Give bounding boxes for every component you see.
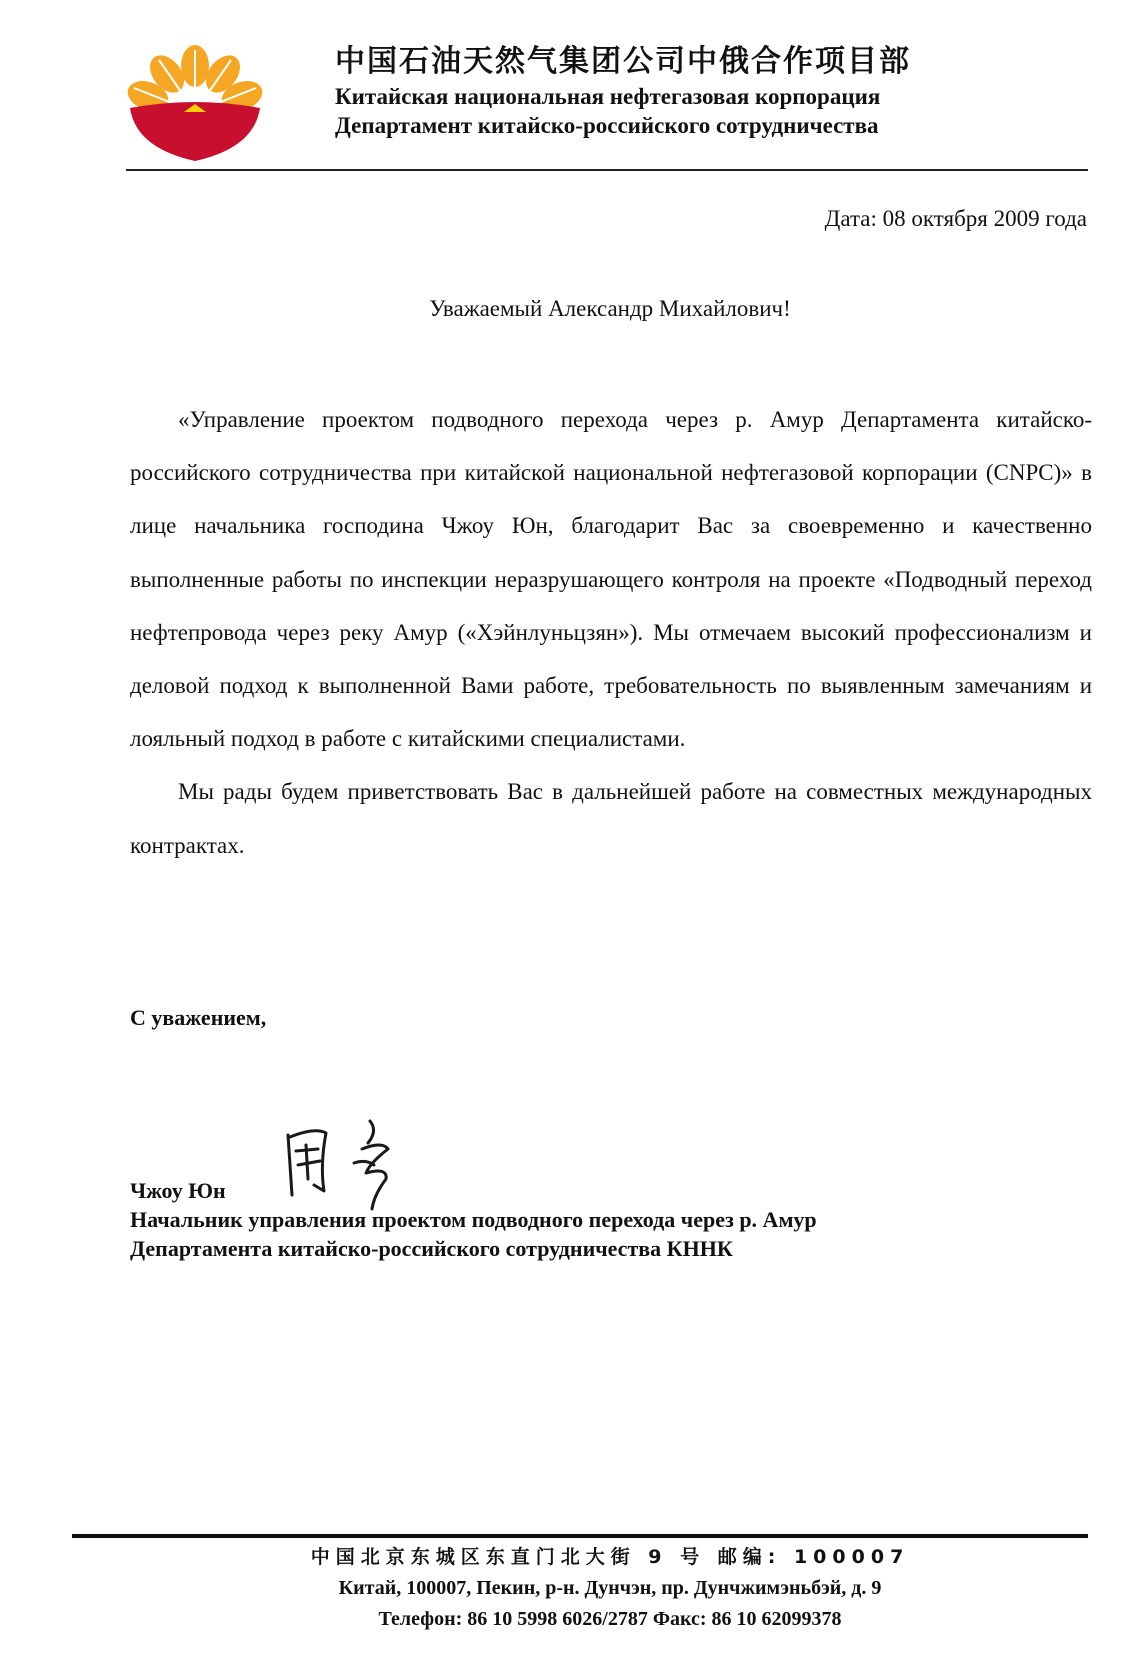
footer [0, 1542, 1135, 1635]
letterhead [335, 42, 1055, 140]
header-divider [126, 169, 1088, 171]
letter-body [130, 393, 1092, 872]
paragraph: Мы рады будем приветствовать Вас в дальнейшей работе на совместных международных контрактах. [130, 779, 1092, 858]
salutation: Уважаемый Александр Михайлович! [429, 296, 791, 321]
paragraph: «Управление проектом подводного перехода через р. Амур Департамента китайско-российского сотрудничества при китайской национальной нефтегазовой корпорации (CNPC)» в лице начальника господина Чжоу Юн, благодарит Вас за своевременно и качественно выполненные работы по инспекции неразрушающего контроля на проекте «Подводный переход нефтепровода через реку Амур («Хэйнлуньцзян»). Мы отмечаем высокий профессионализм и деловой подход к выполненной Вами работе, требовательность по выявленным замечаниям и лояльный подход в работе с китайскими специалистами. [130, 407, 1092, 752]
signatory-block [130, 1176, 817, 1263]
footer-divider [72, 1534, 1088, 1538]
footer-contacts: Телефон: 86 10 5998 6026/2787 Факс: 86 10 62099378 [378, 1608, 842, 1630]
signatory-department: Департамента китайско-российского сотрудничества КННК [130, 1236, 733, 1261]
department-name-ru: Департамент китайско-российского сотрудничества [335, 113, 879, 138]
cnpc-logo-icon [126, 44, 264, 162]
signatory-title: Начальник управления проектом подводного перехода через р. Амур [130, 1207, 817, 1232]
letter-date: Дата: 08 октября 2009 года [824, 206, 1087, 231]
footer-address-ru: Китай, 100007, Пекин, р-н. Дунчэн, пр. Дунчжимэньбэй, д. 9 [338, 1577, 882, 1599]
org-name-cn: 中国石油天然气集团公司中俄合作项目部 [335, 44, 911, 79]
org-name-ru: Китайская национальная нефтегазовая корпорация [335, 84, 881, 109]
signatory-name: Чжоу Юн [130, 1178, 226, 1203]
footer-address-cn: 中国北京东城区东直门北大街 9 号 邮编: 100007 [310, 1546, 910, 1568]
closing: С уважением, [130, 1005, 267, 1030]
